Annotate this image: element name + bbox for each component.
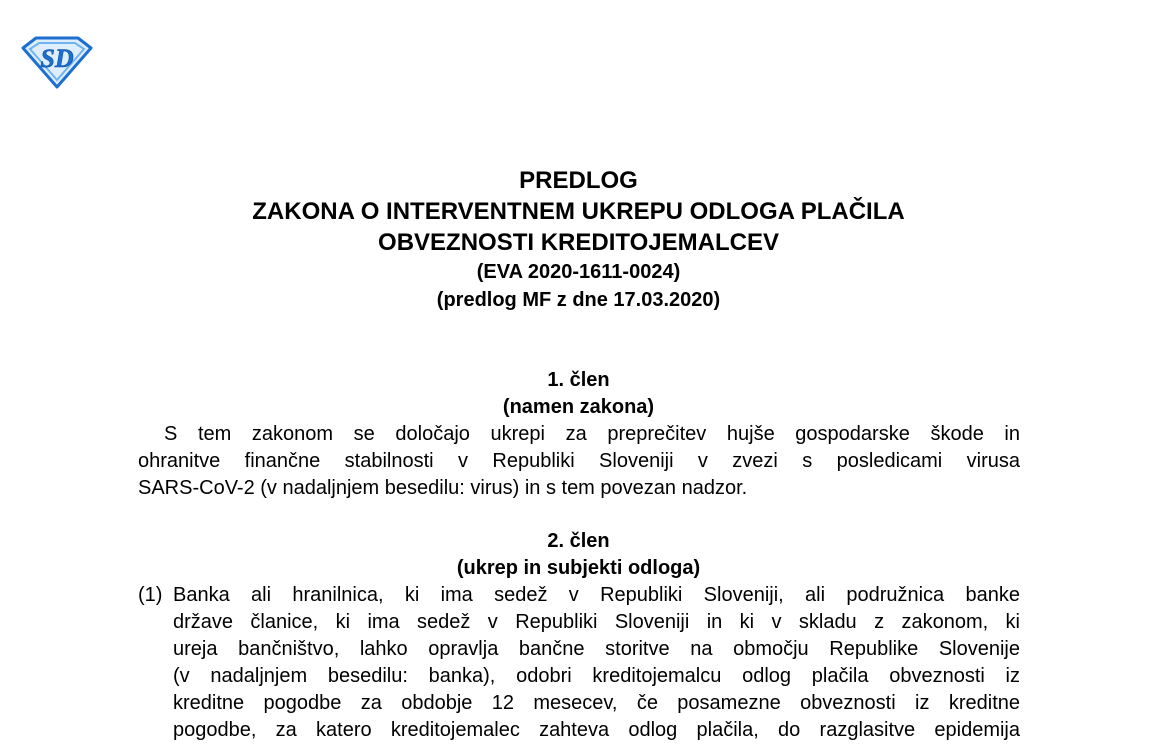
law-title-line-2: OBVEZNOSTI KREDITOJEMALCEV — [378, 229, 779, 256]
article-1-number: 1. člen — [547, 369, 610, 391]
article-2-line: kreditne pogodbe za obdobje 12 mesecev, če posamezne obveznosti iz kreditne — [173, 692, 1020, 714]
article-2-line: ureja bančništvo, lahko opravlja bančne storitve na območju Republike Slovenije — [173, 638, 1020, 660]
list-item-marker: (1) — [138, 584, 163, 606]
article-1-paragraph — [138, 421, 1020, 502]
article-2-title: (ukrep in subjekti odloga) — [456, 557, 701, 579]
article-2-line: države članice, ki ima sedež v Republiki Sloveniji in ki v skladu z zakonom, ki — [173, 611, 1020, 633]
article-1-title: (namen zakona) — [502, 396, 655, 418]
document-title: PREDLOG — [519, 167, 638, 194]
law-title-line-1: ZAKONA O INTERVENTNEM UKREPU ODLOGA PLAČILA — [252, 198, 905, 225]
article-2-line: Banka ali hranilnica, ki ima sedež v Republiki Sloveniji, ali podružnica banke — [173, 584, 1020, 606]
article-2-line: (v nadaljnjem besedilu: banka), odobri kreditojemalcu odlog plačila obveznosti iz — [173, 665, 1020, 687]
logo-text: SD — [40, 44, 74, 73]
article-2-line: pogodbe, za katero kreditojemalec zahteva odlog plačila, do razglasitve epidemija — [173, 719, 1020, 741]
article-2-number: 2. člen — [547, 530, 610, 552]
article-2-item-body — [173, 582, 1020, 744]
article-2-item-1 — [138, 582, 1020, 744]
eva-number: (EVA 2020-1611-0024) — [476, 261, 681, 283]
article-1-line: S tem zakonom se določajo ukrepi za preprečitev hujše gospodarske škode in — [164, 423, 1020, 445]
article-1-line: SARS-CoV-2 (v nadaljnjem besedilu: virus) in s tem povezan nadzor. — [138, 477, 748, 499]
article-1-line: ohranitve finančne stabilnosti v Republiki Sloveniji v zvezi s posledicami virusa — [138, 450, 1020, 472]
proposal-date: (predlog MF z dne 17.03.2020) — [436, 289, 721, 311]
company-logo — [20, 34, 94, 90]
